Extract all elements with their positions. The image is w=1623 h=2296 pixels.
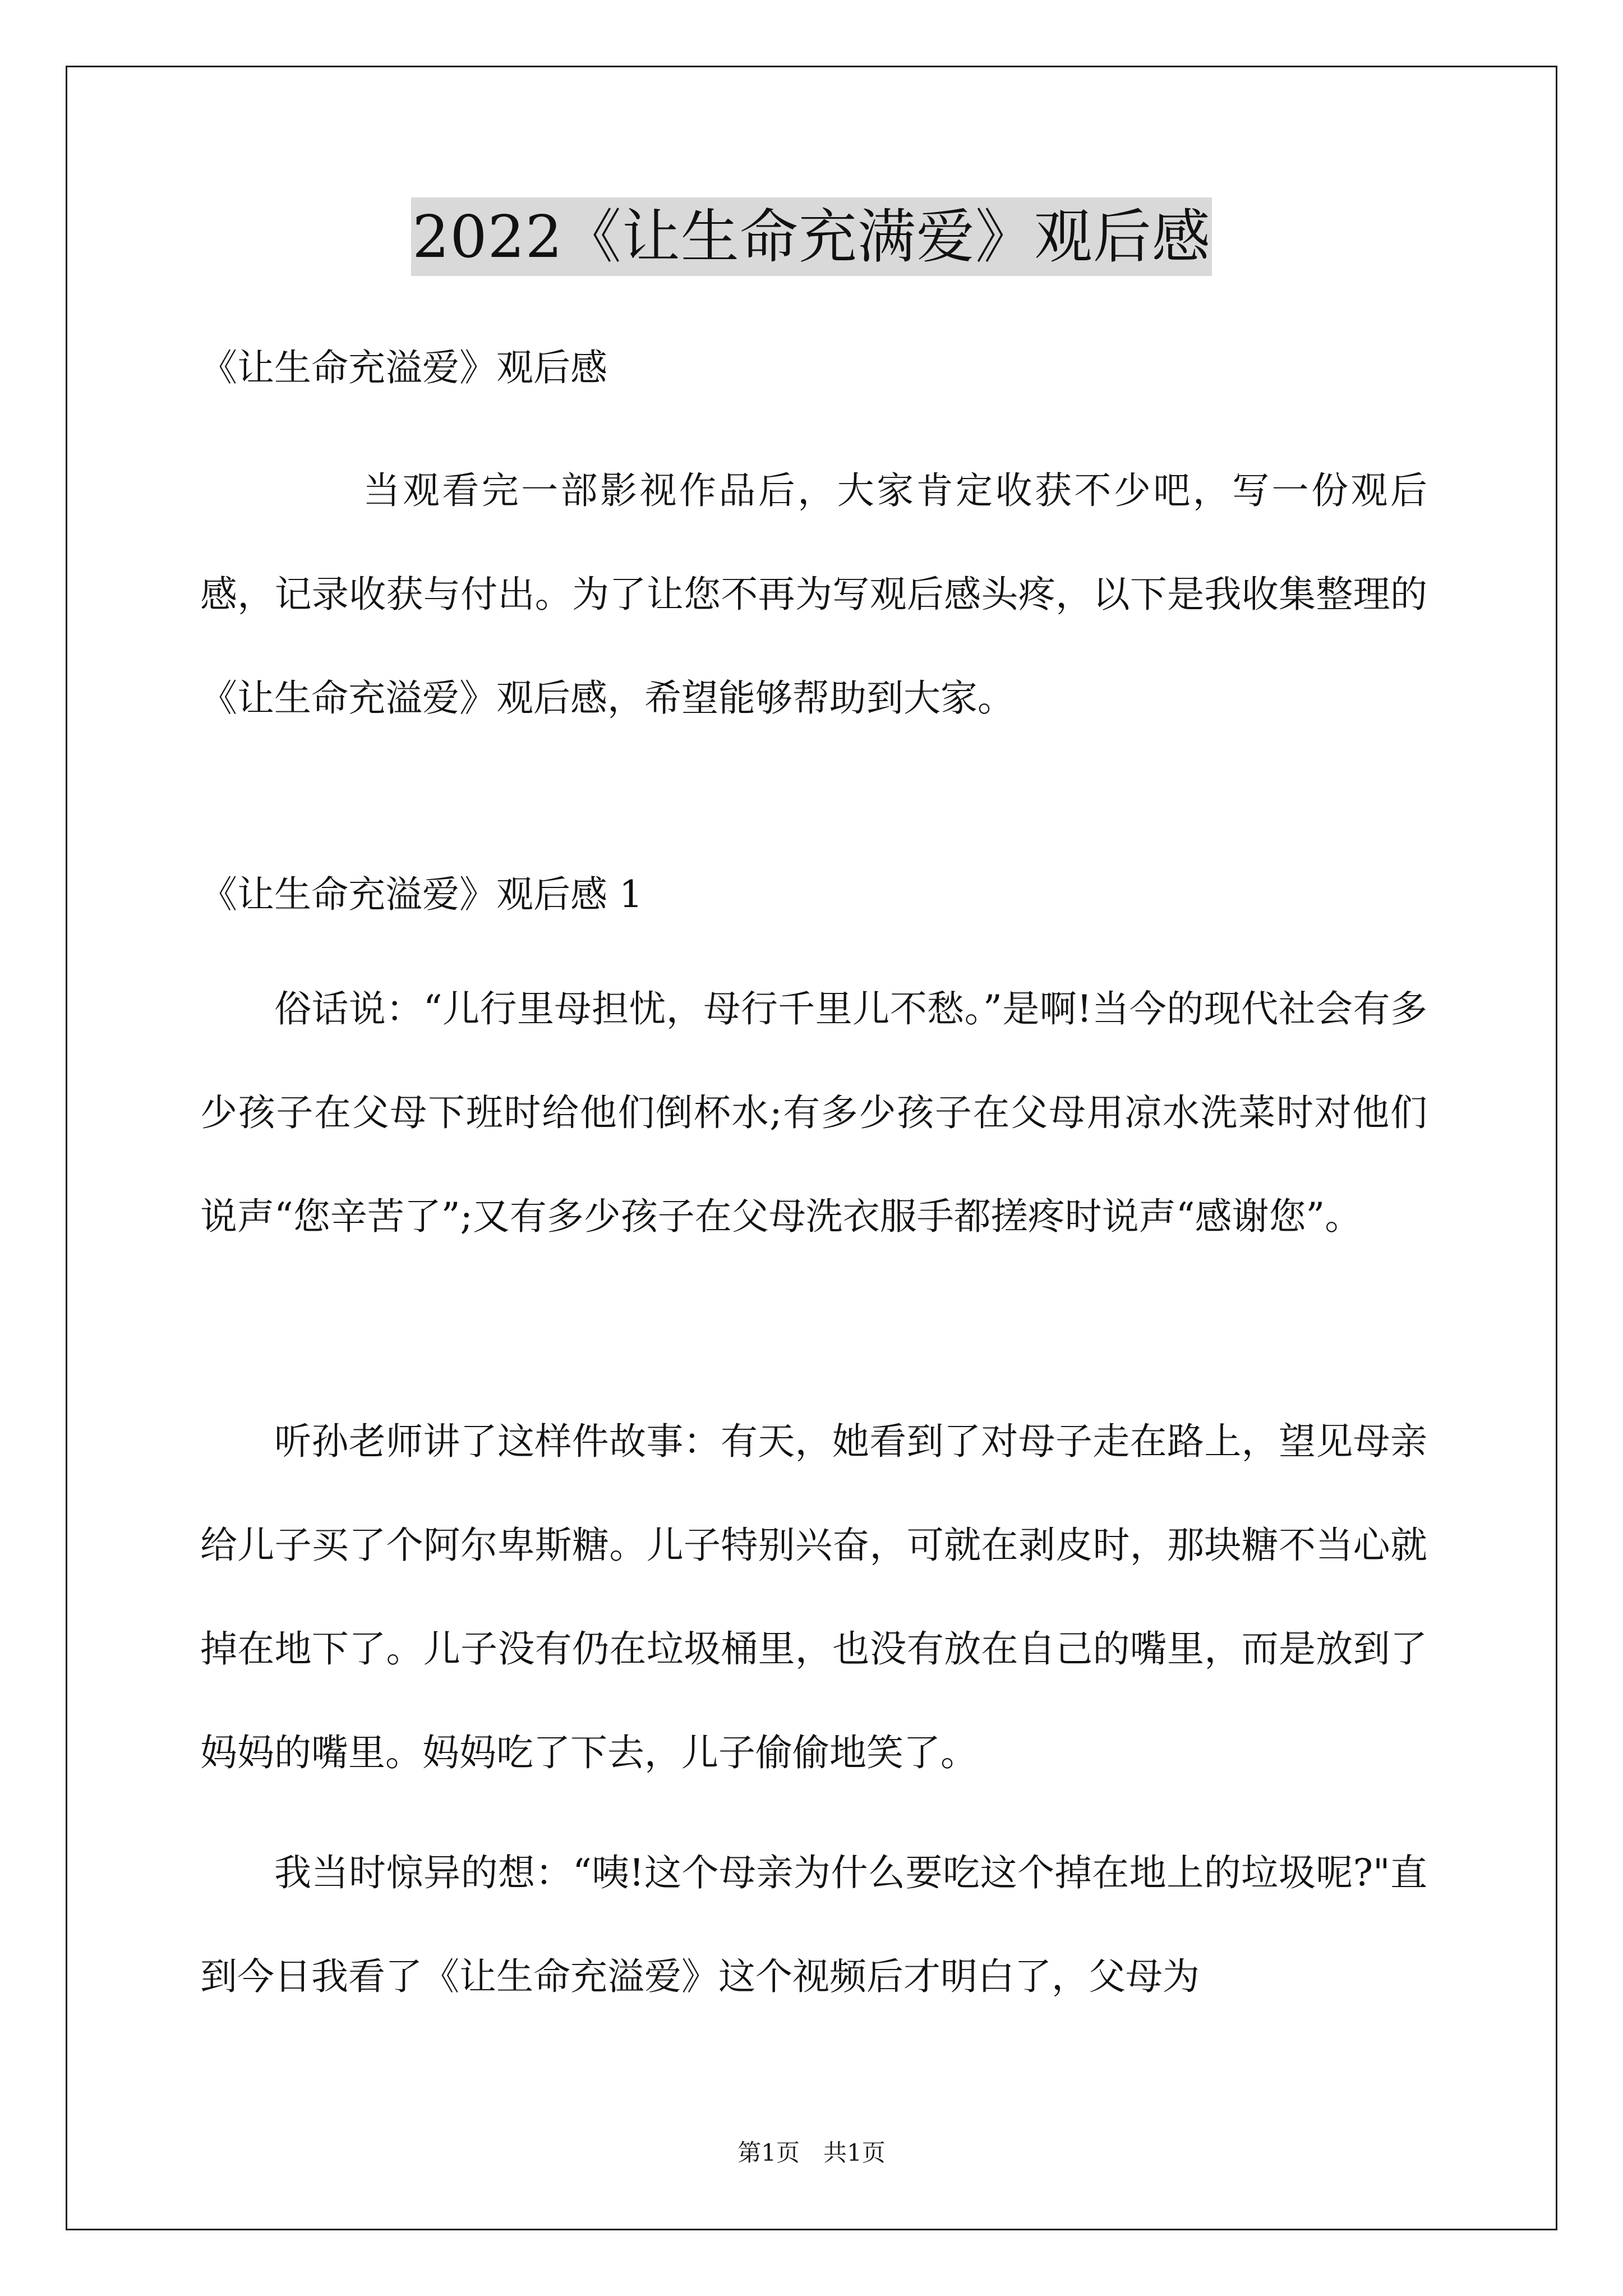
intro-paragraph: 当观看完一部影视作品后，大家肯定收获不少吧，写一份观后感，记录收获与付出。为了让您不再为写观后感头疼，以下是我收集整理的《让生命充溢爱》观后感，希望能够帮助到大家。 — [200, 469, 1427, 720]
document-title: 2022《让生命充满爱》观后感 — [411, 197, 1212, 276]
page-footer: 第1页 共1页 — [737, 2139, 886, 2166]
subtitle: 《让生命充溢爱》观后感 — [200, 346, 607, 389]
body-paragraph-3: 我当时惊异的想：“咦!这个母亲为什么要吃这个掉在地上的垃圾呢?"直到今日我看了《让生命充溢爱》这个视频后才明白了，父母为 — [200, 1851, 1427, 1998]
body-paragraph-2: 听孙老师讲了这样件故事：有天，她看到了对母子走在路上，望见母亲给儿子买了个阿尔卑斯糖。儿子特别兴奋，可就在剥皮时，那块糖不当心就掉在地下了。儿子没有仍在垃圾桶里，也没有放在自己的嘴里，而是放到了妈妈的嘴里。妈妈吃了下去，儿子偷偷地笑了。 — [200, 1420, 1427, 1774]
section-heading: 《让生命充溢爱》观后感 1 — [200, 873, 643, 916]
title-container — [0, 197, 1623, 276]
body-paragraph-1: 俗话说：“儿行里母担忧，母行千里儿不愁。”是啊!当今的现代社会有多少孩子在父母下班时给他们倒杯水;有多少孩子在父母用凉水洗菜时对他们说声“您辛苦了”;又有多少孩子在父母洗衣服手都搓疼时说声“感谢您”。 — [200, 987, 1427, 1238]
